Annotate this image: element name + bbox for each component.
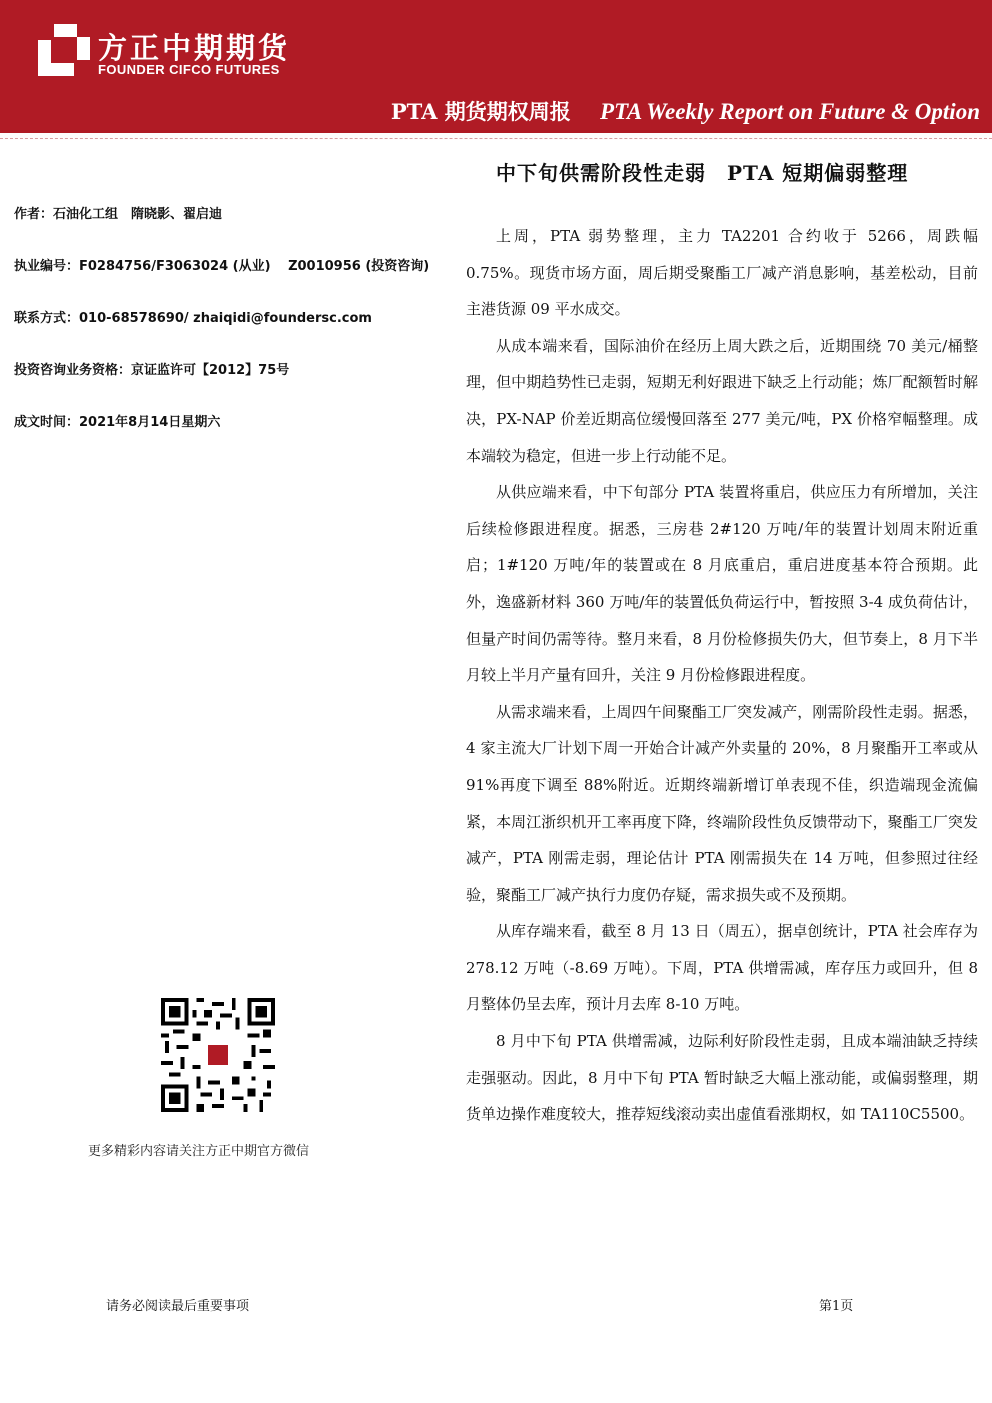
report-header [0, 0, 992, 133]
author-line: 作者：石油化工组 隋晓影、翟启迪 [14, 207, 223, 222]
paragraph-supply: 从供应端来看，中下旬部分 PTA 装置将重启，供应压力有所增加，关注后续检修跟进程度。据悉，三房巷 2#120 万吨/年的装置计划周末附近重启；1#120 万吨/年的装置或在 8 月底重启，重启进度基本符合预期。此外，逸盛新材料 360 万吨/年的装置低负荷运行中，暂按照 3-4 成负荷估计，但量产时间仍需等待。整月来看，8 月份检修损失仍大，但节奏上，8 月下半月较上半月产量有回升，关注 9 月份检修跟进程度。 [466, 483, 978, 685]
article-headline: 中下旬供需阶段性走弱 PTA 短期偏弱整理 [496, 161, 909, 185]
logo-text-en: FOUNDER CIFCO FUTURES [98, 62, 280, 77]
paragraph-inventory: 从库存端来看，截至 8 月 13 日（周五），据卓创统计，PTA 社会库存为 278.12 万吨（-8.69 万吨）。下周，PTA 供增需减，库存压力或回升，但 8 月整体仍呈去库，预计月去库 8-10 万吨。 [466, 922, 978, 1014]
wechat-qr-code-icon [161, 998, 275, 1112]
footer-notice: 请务必阅读最后重要事项 [106, 1299, 250, 1314]
report-series-title [391, 96, 980, 126]
report-title-en: PTA Weekly Report on Future & Option [600, 99, 980, 124]
contact-line: 联系方式：010-68578690/ zhaiqidi@foundersc.com [14, 311, 372, 326]
paragraph-outlook: 8 月中下旬 PTA 供增需减，边际利好阶段性走弱，且成本端油缺乏持续走强驱动。因此，8 月中下旬 PTA 暂时缺乏大幅上涨动能，或偏弱整理，期货单边操作难度较大，推荐短线滚动卖出虚值看涨期权，如 TA110C5500。 [466, 1032, 978, 1124]
company-logo-icon [38, 24, 90, 76]
author-info-block [14, 206, 464, 466]
qualification-line: 投资咨询业务资格：京证监许可【2012】75号 [14, 363, 290, 378]
date-line: 成文时间：2021年8月14日星期六 [14, 415, 221, 430]
header-divider [0, 138, 992, 139]
page-number: 第1页 [819, 1299, 854, 1314]
report-body [466, 218, 978, 1133]
paragraph-cost: 从成本端来看，国际油价在经历上周大跌之后，近期围绕 70 美元/桶整理，但中期趋势性已走弱，短期无利好跟进下缺乏上行动能；炼厂配额暂时解决，PX-NAP 价差近期高位缓慢回落至 277 美元/吨，PX 价格窄幅整理。成本端较为稳定，但进一步上行动能不足。 [466, 336, 978, 465]
license-number-line: 执业编号：F0284756/F3063024 (从业) Z0010956 (投资咨询) [14, 259, 430, 274]
report-title-cn: PTA 期货期权周报 [390, 99, 571, 124]
logo-text-cn: 方正中期期货 [98, 31, 291, 65]
paragraph-demand: 从需求端来看，上周四午间聚酯工厂突发减产，刚需阶段性走弱。据悉，4 家主流大厂计划下周一开始合计减产外卖量的 20%，8 月聚酯开工率或从 91%再度下调至 88%附近。近期终端新增订单表现不佳，织造端现金流偏紧，本周江浙织机开工率再度下降，终端阶段性负反馈带动下，聚酯工厂突发减产，PTA 刚需走弱，理论估计 PTA 刚需损失在 14 万吨，但参照过往经验，聚酯工厂减产执行力度仍存疑，需求损失或不及预期。 [466, 702, 978, 904]
qr-caption: 更多精彩内容请关注方正中期官方微信 [88, 1144, 310, 1159]
paragraph-market-summary: 上周，PTA 弱势整理，主力 TA2201 合约收于 5266，周跌幅 0.75%。现货市场方面，周后期受聚酯工厂减产消息影响，基差松动，目前主港货源 09 平水成交。 [466, 227, 978, 319]
